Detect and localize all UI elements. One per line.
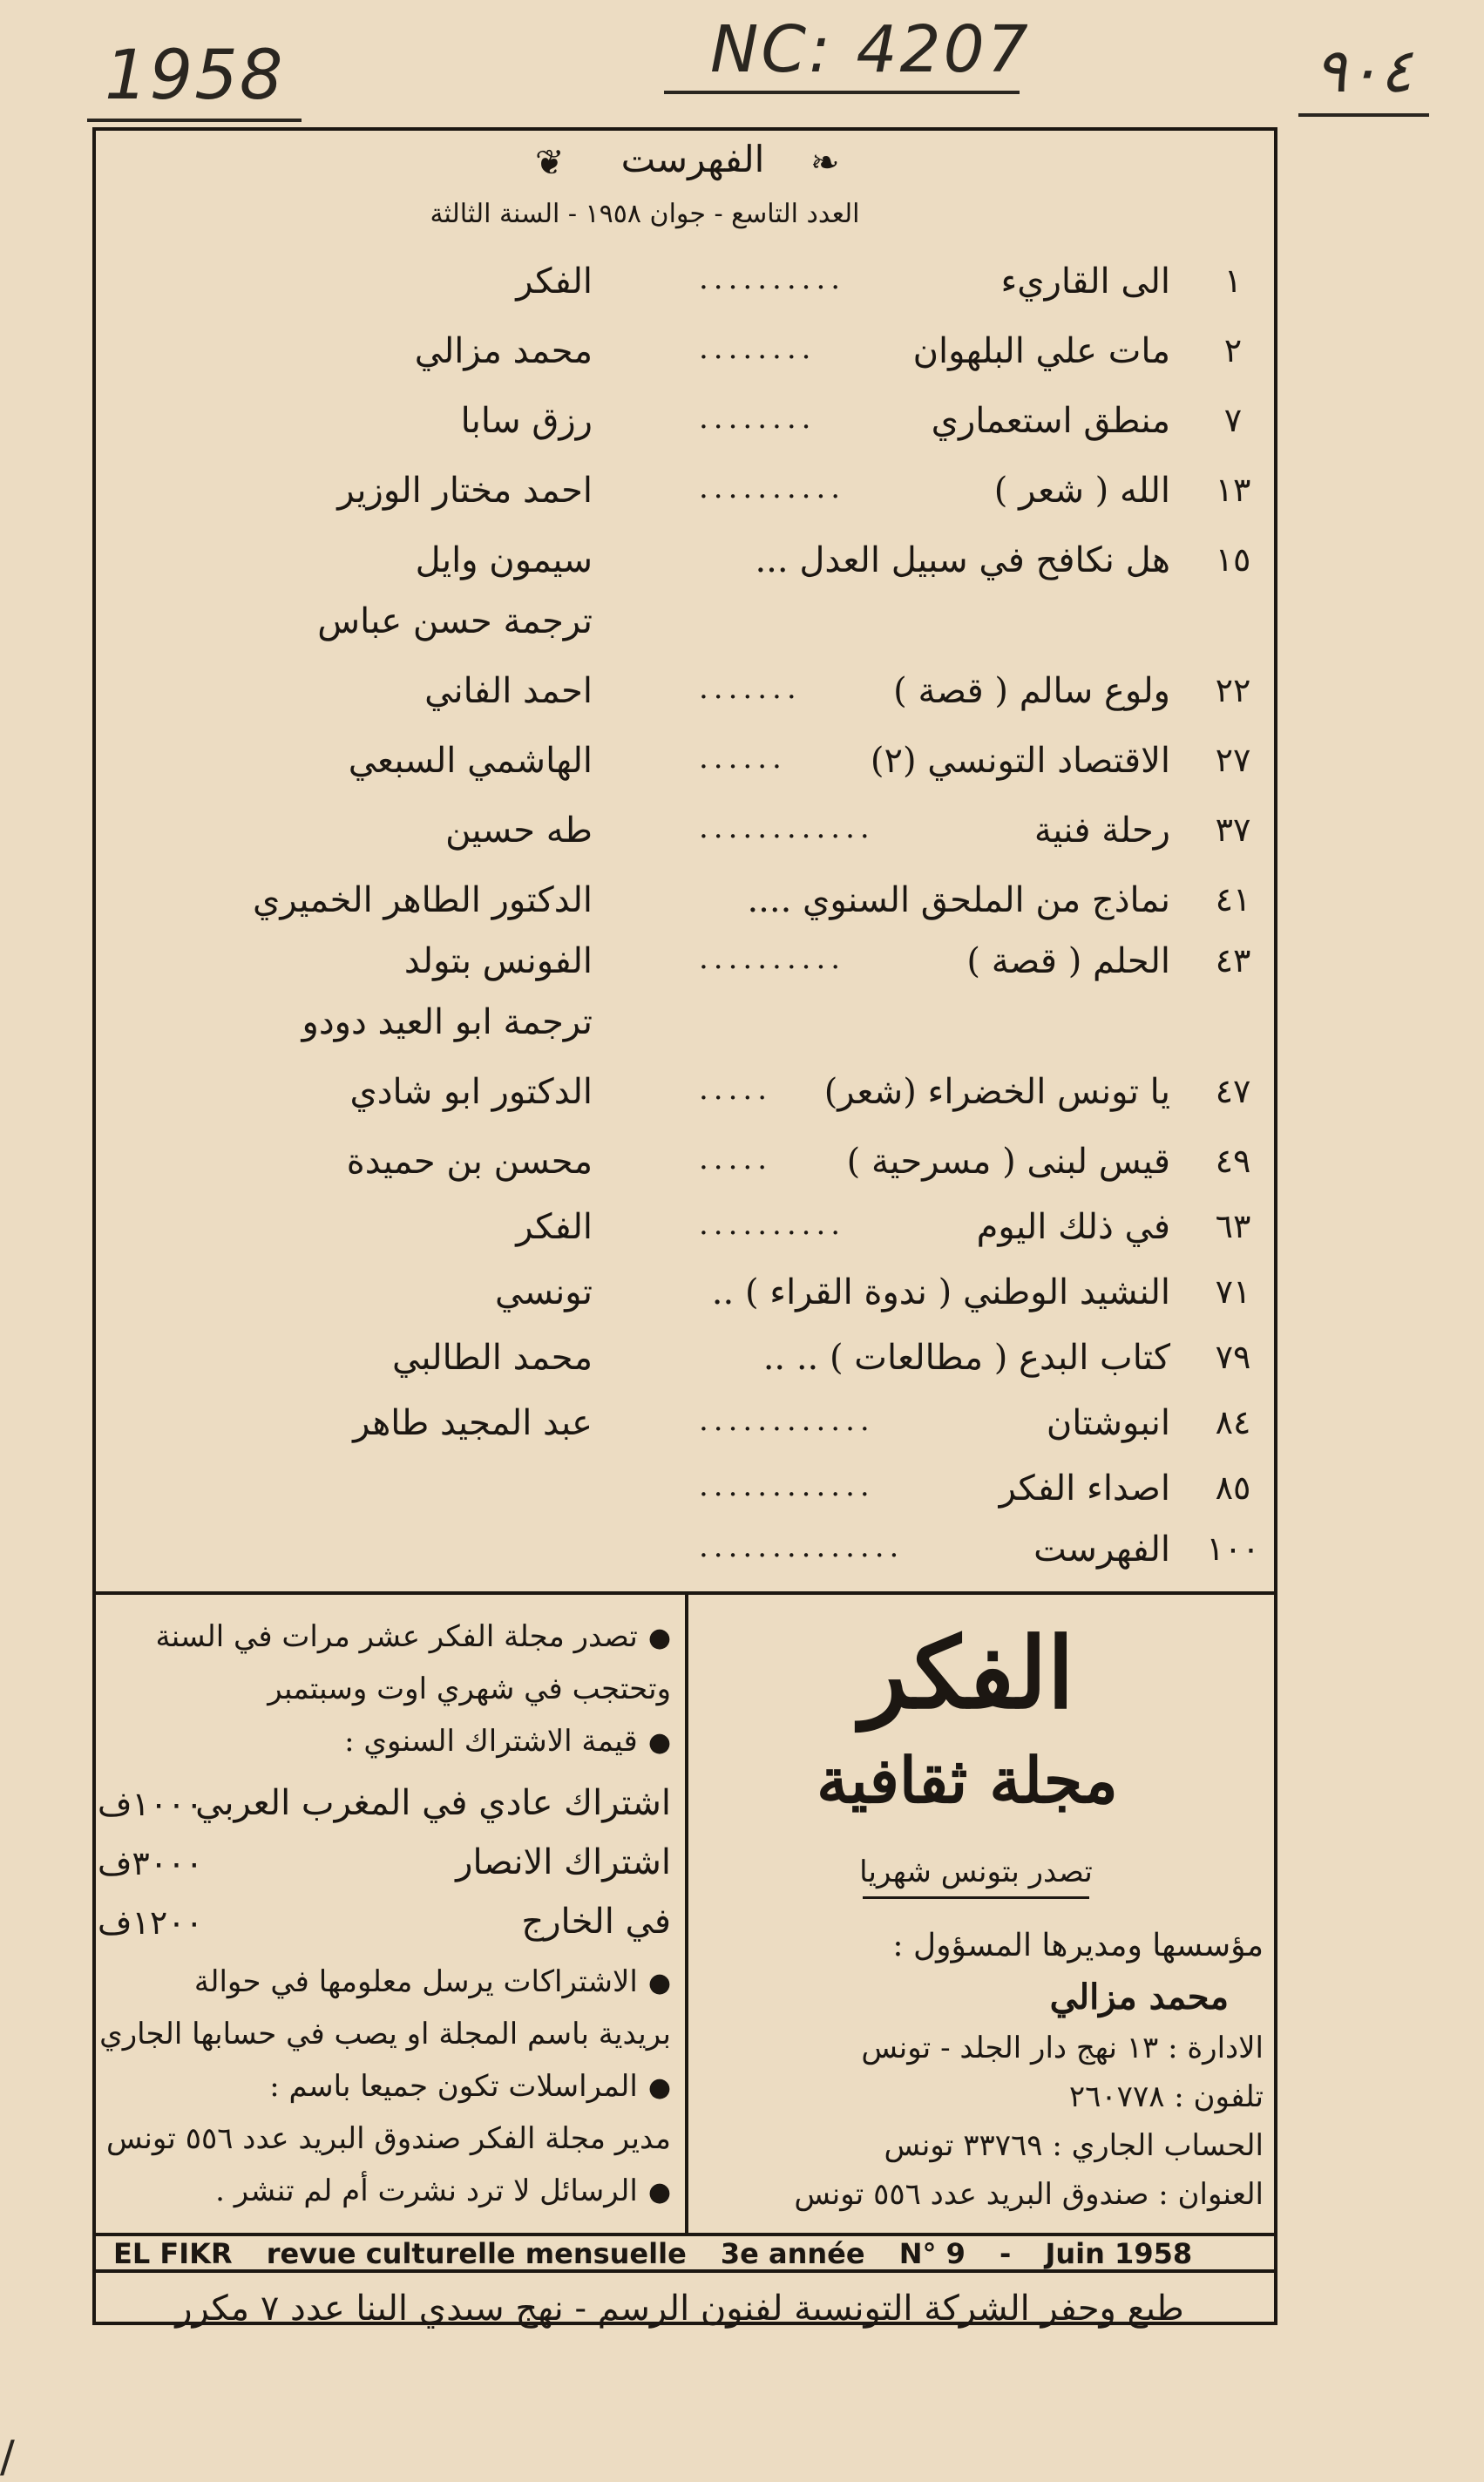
toc-article-title: الفهرست — [1033, 1529, 1170, 1570]
toc-page-number: ٢٢ — [1215, 671, 1251, 709]
footer-number: N° 9 — [898, 2237, 966, 2270]
ornament-icon: ❧ — [810, 143, 840, 183]
ornament-icon: ❦ — [535, 143, 565, 183]
toc-author: عبد المجيد طاهر — [353, 1403, 593, 1443]
footer-separator: - — [999, 2237, 1012, 2270]
toc-entry — [0, 1142, 1484, 1211]
toc-page-number: ٣٧ — [1215, 810, 1251, 849]
subscription-line — [96, 2069, 671, 2104]
toc-leader-dots: .......... — [699, 471, 846, 505]
toc-leader-dots: ....... — [699, 671, 802, 706]
toc-entry — [0, 810, 1484, 880]
toc-leader-dots: ...... — [699, 741, 787, 776]
toc-author: محمد الطالبي — [392, 1338, 593, 1378]
toc-author: الدكتور ابو شادي — [349, 1072, 593, 1112]
magazine-name: الفكر — [860, 1617, 1074, 1731]
subscription-text: مدير مجلة الفكر صندوق البريد عدد ٥٥٦ تونس — [106, 2121, 671, 2156]
toc-page-number: ٧٩ — [1215, 1338, 1251, 1376]
toc-page-number: ١ — [1223, 261, 1243, 300]
toc-leader-dots: ..... — [699, 1142, 773, 1177]
toc-article-title: النشيد الوطني ( ندوة القراء ) .. — [711, 1272, 1170, 1312]
toc-page-number: ٤١ — [1215, 880, 1251, 919]
toc-entry — [0, 331, 1484, 401]
toc-leader-dots: ........ — [699, 331, 817, 366]
toc-article-title: في ذلك اليوم — [976, 1207, 1170, 1247]
subscription-line — [96, 2017, 671, 2051]
toc-page-number: ٢٧ — [1215, 741, 1251, 779]
subscription-text: وتحتجب في شهري اوت وسبتمبر — [268, 1672, 671, 1706]
subscription-text: تصدر مجلة الفكر عشر مرات في السنة — [155, 1619, 638, 1654]
subscription-price: ١٢٠٠ف — [98, 1903, 204, 1942]
info-line: الحساب الجاري : ٣٣٧٦٩ تونس — [884, 2128, 1264, 2163]
subscription-line — [96, 2121, 671, 2156]
toc-article-title: يا تونس الخضراء (شعر) — [823, 1072, 1170, 1112]
handwritten-number: ٩٠٤ — [1314, 35, 1413, 106]
toc-article-title: قيس لبنى ( مسرحية ) — [846, 1142, 1170, 1182]
toc-article-title: مات علي البلهوان — [912, 331, 1170, 371]
toc-entry — [0, 601, 1484, 671]
toc-author: الفونس بتولد — [403, 941, 593, 981]
toc-page-number: ٤٧ — [1215, 1072, 1251, 1110]
footer-french — [113, 2237, 1264, 2270]
toc-article-title: الاقتصاد التونسي (٢) — [870, 741, 1170, 781]
toc-author: الفكر — [516, 261, 593, 302]
toc-article-title: كتاب البدع ( مطالعات ) .. .. — [762, 1338, 1170, 1378]
toc-subtitle: العدد التاسع - جوان ١٩٥٨ - السنة الثالثة — [430, 199, 860, 229]
divider — [92, 2233, 1277, 2236]
toc-page-number: ٨٤ — [1215, 1403, 1251, 1441]
footer-printer: طبع وحفر الشركة التونسية لفنون الرسم - نهج سيدي البنا عدد ٧ مكرر — [175, 2289, 1184, 2329]
subscription-line — [96, 2173, 671, 2208]
toc-leader-dots: .......... — [699, 941, 846, 976]
toc-entry — [0, 880, 1484, 950]
info-line: العنوان : صندوق البريد عدد ٥٥٦ تونس — [794, 2177, 1264, 2212]
toc-leader-dots: ..... — [699, 1072, 773, 1107]
toc-entry — [0, 1207, 1484, 1277]
toc-entry — [0, 471, 1484, 540]
subscription-text: الرسائل لا ترد نشرت أم لم تنشر . — [215, 2173, 638, 2208]
toc-leader-dots: .......... — [699, 1207, 846, 1242]
toc-page-number: ٢ — [1223, 331, 1243, 370]
toc-page-number: ١٥ — [1215, 540, 1251, 579]
toc-article-title: نماذج من الملحق السنوي .... — [747, 880, 1170, 920]
founder-name: محمد مزالي — [1049, 1977, 1229, 2017]
subscription-line — [96, 1724, 671, 1759]
toc-entry — [0, 1468, 1484, 1538]
toc-author: الدكتور الطاهر الخميري — [253, 880, 593, 920]
handwritten-mark: / — [0, 2431, 15, 2482]
toc-entry — [0, 1403, 1484, 1473]
toc-article-title: هل نكافح في سبيل العدل ... — [755, 540, 1170, 580]
footer-tagline: revue culturelle mensuelle — [266, 2237, 687, 2270]
toc-entry — [0, 261, 1484, 331]
toc-entry — [0, 1002, 1484, 1072]
footer-year: 3e année — [720, 2237, 865, 2270]
decorative-rule — [863, 1896, 1089, 1899]
footer-date: Juin 1958 — [1045, 2237, 1193, 2270]
toc-entry — [0, 941, 1484, 1011]
toc-entry — [0, 540, 1484, 610]
toc-author: تونسي — [495, 1272, 593, 1312]
toc-article-title: انبوشتان — [1046, 1403, 1170, 1443]
toc-article-title: منطق استعماري — [931, 401, 1170, 441]
subscription-price: ١٠٠٠ف — [98, 1785, 204, 1823]
toc-page-number: ٧١ — [1215, 1272, 1251, 1311]
toc-leader-dots: .......... — [699, 261, 846, 296]
magazine-frequency: تصدر بتونس شهريا — [859, 1855, 1093, 1889]
handwritten-year: 1958 — [105, 37, 285, 115]
toc-author: احمد الفاني — [424, 671, 593, 711]
toc-page-number: ٤٣ — [1215, 941, 1251, 980]
toc-entry — [0, 1072, 1484, 1142]
subscription-text: اشتراك عادي في المغرب العربي — [195, 1783, 671, 1823]
toc-leader-dots: ............ — [699, 810, 875, 845]
toc-article-title: ولوع سالم ( قصة ) — [893, 671, 1170, 711]
subscription-line — [96, 1964, 671, 1999]
toc-article-title: رحلة فنية — [1033, 810, 1170, 851]
toc-author: ترجمة حسن عباس — [317, 601, 593, 641]
handwritten-code: NC: 4207 — [710, 12, 1031, 87]
subscription-line — [96, 1672, 671, 1706]
toc-page-number: ٤٩ — [1215, 1142, 1251, 1180]
toc-author: محسن بن حميدة — [346, 1142, 593, 1182]
magazine-subtitle: مجلة ثقافية — [817, 1743, 1118, 1817]
toc-page-number: ٧ — [1223, 401, 1243, 439]
subscription-text: بريدية باسم المجلة او يصب في حسابها الجاري — [99, 2017, 671, 2051]
toc-leader-dots: ............ — [699, 1468, 875, 1503]
toc-page-number: ٨٥ — [1215, 1468, 1251, 1507]
column-divider — [685, 1595, 688, 2233]
toc-leader-dots: ........ — [699, 401, 817, 436]
toc-article-title: الى القاريء — [1000, 261, 1170, 302]
toc-entry — [0, 671, 1484, 741]
toc-entry — [0, 1272, 1484, 1342]
subscription-line — [96, 1619, 671, 1654]
toc-author: طه حسين — [445, 810, 593, 851]
toc-page-number: ١٠٠ — [1206, 1529, 1260, 1568]
founder-label: مؤسسها ومديرها المسؤول : — [892, 1928, 1264, 1963]
toc-leader-dots: .............. — [699, 1529, 905, 1564]
subscription-text: في الخارج — [521, 1902, 671, 1942]
info-line: الادارة : ١٣ نهج دار الجلد - تونس — [861, 2031, 1264, 2065]
subscription-text: الاشتراكات يرسل معلومها في حوالة — [193, 1964, 638, 1999]
toc-title: الفهرست — [620, 138, 765, 180]
subscription-text: المراسلات تكون جميعا باسم : — [269, 2069, 638, 2104]
toc-entry — [0, 741, 1484, 810]
toc-author: احمد مختار الوزير — [337, 471, 593, 511]
toc-article-title: الله ( شعر ) — [993, 471, 1170, 511]
toc-leader-dots: ............ — [699, 1403, 875, 1438]
footer-name: EL FIKR — [113, 2237, 233, 2270]
toc-entry — [0, 401, 1484, 471]
toc-author: سيمون وايل — [415, 540, 593, 580]
subscription-price: ٣٠٠٠ف — [98, 1844, 204, 1882]
toc-author: الفكر — [516, 1207, 593, 1247]
toc-entry — [0, 1338, 1484, 1407]
toc-author: رزق سابا — [460, 401, 593, 441]
toc-author: محمد مزالي — [414, 331, 593, 371]
toc-author: ترجمة ابو العيد دودو — [302, 1002, 593, 1042]
subscription-text: اشتراك الانصار — [456, 1842, 671, 1882]
toc-page-number: ٦٣ — [1215, 1207, 1251, 1245]
toc-article-title: اصداء الفكر — [999, 1468, 1170, 1509]
toc-page-number: ١٣ — [1215, 471, 1251, 509]
toc-entry — [0, 1529, 1484, 1599]
toc-article-title: الحلم ( قصة ) — [966, 941, 1170, 981]
toc-author: الهاشمي السبعي — [348, 741, 593, 781]
info-line: تلفون : ٢٦٠٧٧٨ — [1068, 2079, 1264, 2114]
subscription-text: قيمة الاشتراك السنوي : — [344, 1724, 638, 1759]
